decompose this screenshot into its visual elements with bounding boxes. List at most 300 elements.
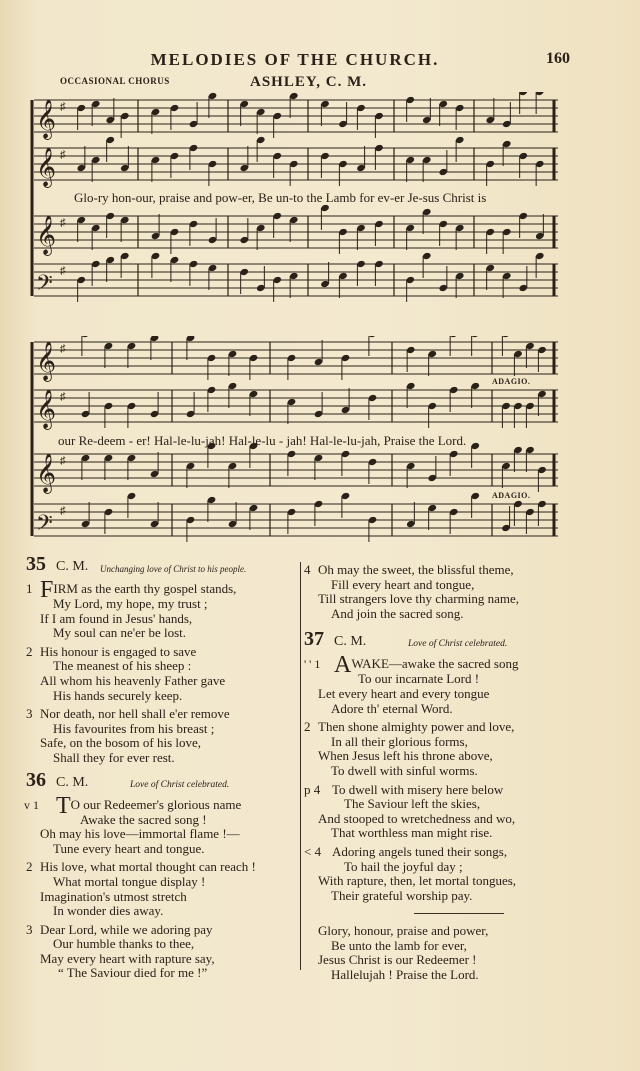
staff [34, 204, 558, 256]
note-head [525, 508, 535, 534]
note-head [81, 454, 91, 480]
note-head [368, 394, 378, 420]
note-head [338, 102, 348, 128]
note-head [438, 150, 448, 176]
verse-line: My soul can ne'er be lost. [53, 625, 187, 641]
note-head [438, 266, 448, 292]
note-head [150, 452, 160, 478]
note-head [422, 252, 432, 278]
note-head [501, 336, 511, 356]
note-head [314, 340, 324, 366]
note-head [151, 108, 161, 134]
note-head [374, 220, 384, 246]
treble-clef-icon: 𝄞 [36, 215, 57, 255]
stanza [26, 707, 298, 765]
verse-line: O our Redeemer's glorious name [70, 796, 242, 812]
note-head [208, 218, 218, 244]
stanza [304, 652, 614, 716]
note-head [249, 504, 259, 530]
note-head [208, 160, 218, 186]
chorus-rule [414, 913, 504, 914]
note-head [356, 146, 366, 172]
note-head [239, 100, 249, 126]
verse-line: Let every heart and every tongue [318, 685, 490, 701]
note-head [91, 224, 101, 250]
note-head [76, 104, 86, 130]
note-head [127, 454, 137, 480]
note-head [374, 112, 384, 138]
verse-line: To dwell with sinful worms. [331, 762, 478, 778]
hymn-36 [24, 768, 298, 982]
note-head [406, 346, 416, 372]
note-head [170, 104, 180, 130]
note-head [525, 342, 535, 368]
hymn-theme: Love of Christ celebrated. [408, 639, 508, 650]
note-head [208, 92, 218, 118]
note-head [427, 350, 437, 376]
note-head [272, 276, 282, 302]
staff [34, 252, 558, 302]
note-head [186, 516, 196, 542]
treble-clef-icon: 𝄞 [36, 147, 57, 187]
note-head [502, 228, 512, 254]
note-head [525, 446, 535, 472]
note-head [406, 382, 416, 408]
staff [34, 492, 558, 542]
note-head [537, 390, 547, 416]
note-head [518, 212, 528, 238]
verse-line: What mortal tongue display ! [53, 873, 206, 889]
right-column [304, 563, 614, 983]
hymn-theme: Unchanging love of Christ to his people. [100, 564, 247, 574]
music-system-2 [30, 336, 562, 548]
verse-line: The meanest of his sheep : [53, 658, 192, 674]
note-head [502, 272, 512, 298]
verse-line: His hands securely keep. [53, 687, 183, 703]
note-head [320, 100, 330, 126]
verse-line: All whom his heavenly Father gave [40, 672, 226, 688]
verse-number: 1 [26, 581, 33, 596]
note-head [427, 456, 437, 482]
verse-line: And stooped to wretchedness and wo, [318, 810, 516, 826]
verse-line: To our incarnate Lord ! [358, 671, 480, 687]
stanza [26, 577, 298, 641]
bass-clef-icon: 𝄢 [36, 511, 53, 541]
note-head [501, 402, 511, 428]
note-head [105, 136, 115, 162]
note-head [449, 450, 459, 476]
stanza [26, 860, 298, 918]
note-head [405, 224, 415, 250]
stanza [304, 845, 614, 903]
note-head [151, 252, 161, 278]
note-head [502, 102, 512, 128]
verse-line: Adore th' eternal Word. [331, 700, 453, 716]
note-head [537, 500, 547, 526]
chorus [304, 924, 614, 982]
note-head [470, 442, 480, 468]
verse-line: That worthless man might rise. [331, 825, 493, 841]
verse-number: 4 [304, 562, 311, 577]
note-head [170, 152, 180, 178]
note-head [186, 392, 196, 418]
hymn-meter: C. M. [56, 559, 89, 574]
note-head [356, 260, 366, 286]
verse-line: To dwell with misery here below [332, 781, 504, 797]
note-head [120, 146, 130, 172]
note-head [287, 450, 297, 476]
drop-cap: A [334, 652, 352, 679]
note-head [239, 218, 249, 244]
note-head [289, 216, 299, 242]
note-head [518, 266, 528, 292]
page-number: 160 [546, 50, 570, 67]
note-head [513, 350, 523, 376]
verse-line: Oh may the sweet, the blissful theme, [318, 562, 514, 577]
chorus-line: Be unto the lamb for ever, [331, 937, 467, 953]
note-head [485, 160, 495, 186]
note-head [207, 386, 217, 412]
verse-line: If I am found in Jesus' hands, [40, 610, 193, 626]
stanza [24, 792, 298, 857]
verse-number: p 4 [304, 781, 321, 797]
tune-name: ASHLEY, C. M. [250, 74, 368, 90]
verse-line: When Jesus left his throne above, [318, 748, 493, 764]
note-head [368, 458, 378, 484]
note-head [314, 454, 324, 480]
verse-line: And join the sacred song. [331, 605, 464, 621]
hymn-35 [26, 553, 298, 766]
treble-clef-icon: 𝄞 [36, 453, 57, 493]
hymn-35-verse-4 [304, 563, 614, 621]
note-head [501, 506, 511, 532]
note-head [314, 500, 324, 526]
note-head [287, 508, 297, 534]
note-head [289, 272, 299, 298]
note-head [120, 112, 130, 138]
note-head [105, 98, 115, 124]
note-head [405, 96, 415, 122]
sharp-icon: ♯ [60, 101, 66, 113]
note-head [341, 388, 351, 414]
note-head [368, 516, 378, 542]
treble-clef-icon: 𝄞 [36, 389, 57, 429]
note-head [91, 260, 101, 286]
note-head [207, 496, 217, 522]
note-head [525, 402, 535, 428]
note-head [537, 346, 547, 372]
note-head [422, 208, 432, 234]
note-head [256, 108, 266, 134]
stanza [304, 720, 614, 778]
note-head [104, 454, 114, 480]
stanza [304, 783, 614, 841]
verse-line: Tune every heart and tongue. [53, 840, 205, 856]
note-head [485, 228, 495, 254]
note-head [256, 224, 266, 250]
verse-line: IRM as the earth thy gospel stands, [53, 581, 237, 596]
verse-line: Safe, on the bosom of his love, [40, 735, 202, 751]
verse-number: v 1 [24, 797, 39, 812]
staff [34, 136, 558, 188]
note-head [76, 276, 86, 302]
note-head [470, 382, 480, 408]
note-head [405, 156, 415, 182]
note-head [485, 98, 495, 124]
note-head [228, 462, 238, 488]
left-column [24, 553, 298, 985]
verse-line: Fill every heart and tongue, [331, 576, 475, 592]
verse-line: Dear Lord, while we adoring pay [40, 921, 213, 937]
note-head [228, 350, 238, 376]
sharp-icon: ♯ [60, 455, 66, 467]
treble-clef-icon: 𝄞 [36, 99, 57, 139]
note-head [289, 92, 299, 118]
note-head [406, 502, 416, 528]
hymn-meter: C. M. [56, 774, 89, 790]
tempo-mark-1: ADAGIO. [492, 377, 531, 386]
sharp-icon: ♯ [60, 149, 66, 161]
note-head [256, 136, 266, 162]
note-head [249, 354, 259, 380]
verse-line: The Saviour left the skies, [344, 796, 481, 812]
note-head [455, 136, 465, 162]
verse-line: Imagination's utmost stretch [40, 888, 187, 904]
note-head [239, 146, 249, 172]
note-head [427, 402, 437, 428]
stanza [26, 923, 298, 981]
note-head [314, 392, 324, 418]
sharp-icon: ♯ [60, 343, 66, 355]
note-head [356, 224, 366, 250]
verse-number: < 4 [304, 843, 322, 859]
note-head [341, 354, 351, 380]
note-head [287, 398, 297, 424]
tempo-mark-2: ADAGIO. [492, 491, 531, 500]
note-head [81, 502, 91, 528]
note-head [320, 204, 330, 230]
note-head [189, 144, 199, 170]
note-head [91, 156, 101, 182]
note-head [449, 508, 459, 534]
note-head [368, 336, 378, 356]
note-head [189, 102, 199, 128]
verse-line: Their grateful worship pay. [331, 887, 473, 903]
verse-line: Awake the sacred song ! [80, 811, 207, 827]
note-head [341, 492, 351, 518]
note-head [374, 260, 384, 286]
bass-clef-icon: 𝄢 [36, 271, 53, 301]
note-head [189, 260, 199, 286]
note-head [228, 382, 238, 408]
note-head [338, 272, 348, 298]
verse-line: Till strangers love thy charming name, [318, 591, 519, 607]
note-head [239, 268, 249, 294]
note-head [513, 402, 523, 428]
note-head [422, 98, 432, 124]
tune-note: OCCASIONAL CHORUS [60, 76, 170, 86]
note-head [485, 264, 495, 290]
verse-number: 3 [26, 921, 33, 937]
note-head [502, 140, 512, 166]
note-head [427, 504, 437, 530]
note-head [374, 144, 384, 170]
note-head [151, 156, 161, 182]
page-header [0, 50, 640, 70]
note-head [356, 104, 366, 130]
note-head [272, 112, 282, 138]
hymn-37 [304, 628, 614, 903]
tune-heading [60, 74, 580, 92]
note-head [170, 256, 180, 282]
note-head [208, 264, 218, 290]
note-head [170, 228, 180, 254]
note-head [104, 342, 114, 368]
verse-number: ' ' 1 [304, 657, 321, 672]
note-head [470, 492, 480, 518]
verse-line: “ The Saviour died for me !” [58, 965, 208, 981]
verse-number: 3 [26, 706, 33, 722]
note-head [272, 152, 282, 178]
note-head [338, 228, 348, 254]
verse-line: With rapture, then, let mortal tongues, [318, 873, 517, 889]
verse-line: In all their glorious forms, [331, 733, 468, 749]
note-head [189, 220, 199, 246]
chorus-line: Hallelujah ! Praise the Lord. [331, 967, 479, 983]
chorus-line: Glory, honour, praise and power, [318, 923, 489, 939]
note-head [320, 152, 330, 178]
note-head [535, 214, 545, 240]
hymn-theme: Love of Christ celebrated. [130, 779, 230, 790]
note-head [287, 354, 297, 380]
note-head [455, 104, 465, 130]
note-head [438, 220, 448, 246]
note-head [127, 402, 137, 428]
note-head [151, 214, 161, 240]
hymn-number: 35 [26, 553, 46, 575]
sharp-icon: ♯ [60, 217, 66, 229]
note-head [470, 336, 480, 356]
note-head [207, 354, 217, 380]
note-head [104, 402, 114, 428]
note-head [150, 502, 160, 528]
note-head [341, 450, 351, 476]
note-head [513, 446, 523, 472]
staff [34, 442, 558, 494]
note-head [501, 462, 511, 488]
note-head [76, 146, 86, 172]
note-head [150, 336, 160, 360]
note-head [513, 500, 523, 526]
note-head [91, 100, 101, 126]
verse-number: 2 [304, 719, 311, 735]
running-title: MELODIES OF THE CHURCH. [150, 50, 440, 69]
column-divider [300, 562, 301, 970]
note-head [406, 462, 416, 488]
chorus-line: Jesus Christ is our Redeemer ! [318, 952, 477, 968]
note-head [535, 252, 545, 278]
drop-cap: F [40, 577, 54, 603]
note-head [272, 212, 282, 238]
hymn-meter: C. M. [334, 634, 367, 650]
note-head [105, 212, 115, 238]
note-head [76, 216, 86, 242]
note-head [338, 160, 348, 186]
note-head [228, 502, 238, 528]
note-head [120, 252, 130, 278]
note-head [405, 276, 415, 302]
note-head [150, 392, 160, 418]
hymn-number: 36 [26, 768, 46, 791]
note-head [518, 152, 528, 178]
note-head [256, 266, 266, 292]
note-head [455, 272, 465, 298]
note-head [81, 392, 91, 418]
verse-line: To hail the joyful day ; [344, 858, 463, 874]
note-head [449, 386, 459, 412]
verse-number: 2 [26, 643, 33, 659]
verse-line: Oh may his love—immortal flame !— [40, 826, 240, 842]
treble-clef-icon: 𝄞 [36, 341, 57, 381]
verse-line: My Lord, my hope, my trust ; [53, 596, 208, 611]
music-system-1 [30, 92, 562, 304]
note-head [455, 224, 465, 250]
verse-line: His favourites from his breast ; [53, 720, 215, 736]
system-2-lyric: our Re-deem - er! Hal-le-lu-jah! Hal-le-lu - jah! Hal-le-lu-jah, Praise the Lord. [58, 433, 467, 448]
verse-line: Nor death, nor hell shall e'er remove [40, 706, 230, 722]
verse-line: WAKE—awake the sacred song [351, 656, 519, 672]
note-head [120, 216, 130, 242]
hymn-number: 37 [304, 628, 324, 651]
sharp-icon: ♯ [60, 505, 66, 517]
note-head [438, 100, 448, 126]
note-head [535, 92, 545, 114]
note-head [186, 336, 196, 360]
system-1-lyric: Glo-ry hon-our, praise and pow-er, Be un-to the Lamb for ev-er Je-sus Christ is [74, 190, 487, 205]
verse-line: In wonder dies away. [53, 903, 164, 919]
note-head [127, 342, 137, 368]
verse-line: Adoring angels tuned their songs, [332, 843, 508, 859]
note-head [249, 390, 259, 416]
note-head [537, 466, 547, 492]
note-head [535, 160, 545, 186]
drop-cap: T [56, 792, 71, 819]
note-head [289, 160, 299, 186]
note-head [320, 262, 330, 288]
note-head [81, 336, 91, 356]
verse-line: Shall they for ever rest. [53, 749, 175, 765]
note-head [422, 156, 432, 182]
verse-line: Then shone almighty power and love, [318, 719, 515, 735]
verse-line: Our humble thanks to thee, [53, 936, 195, 952]
note-head [127, 492, 137, 518]
note-head [449, 336, 459, 356]
sharp-icon: ♯ [60, 265, 66, 277]
staff [34, 336, 558, 382]
stanza [26, 645, 298, 703]
note-head [186, 462, 196, 488]
verse-line: His honour is engaged to save [40, 643, 197, 659]
note-head [518, 92, 528, 114]
note-head [105, 256, 115, 282]
staff [34, 92, 558, 140]
staff [34, 382, 558, 430]
verse-line: May every heart with rapture say, [40, 950, 215, 966]
verse-number: 2 [26, 859, 33, 875]
note-head [104, 508, 114, 534]
sharp-icon: ♯ [60, 391, 66, 403]
verse-line: His love, what mortal thought can reach ! [40, 859, 256, 875]
